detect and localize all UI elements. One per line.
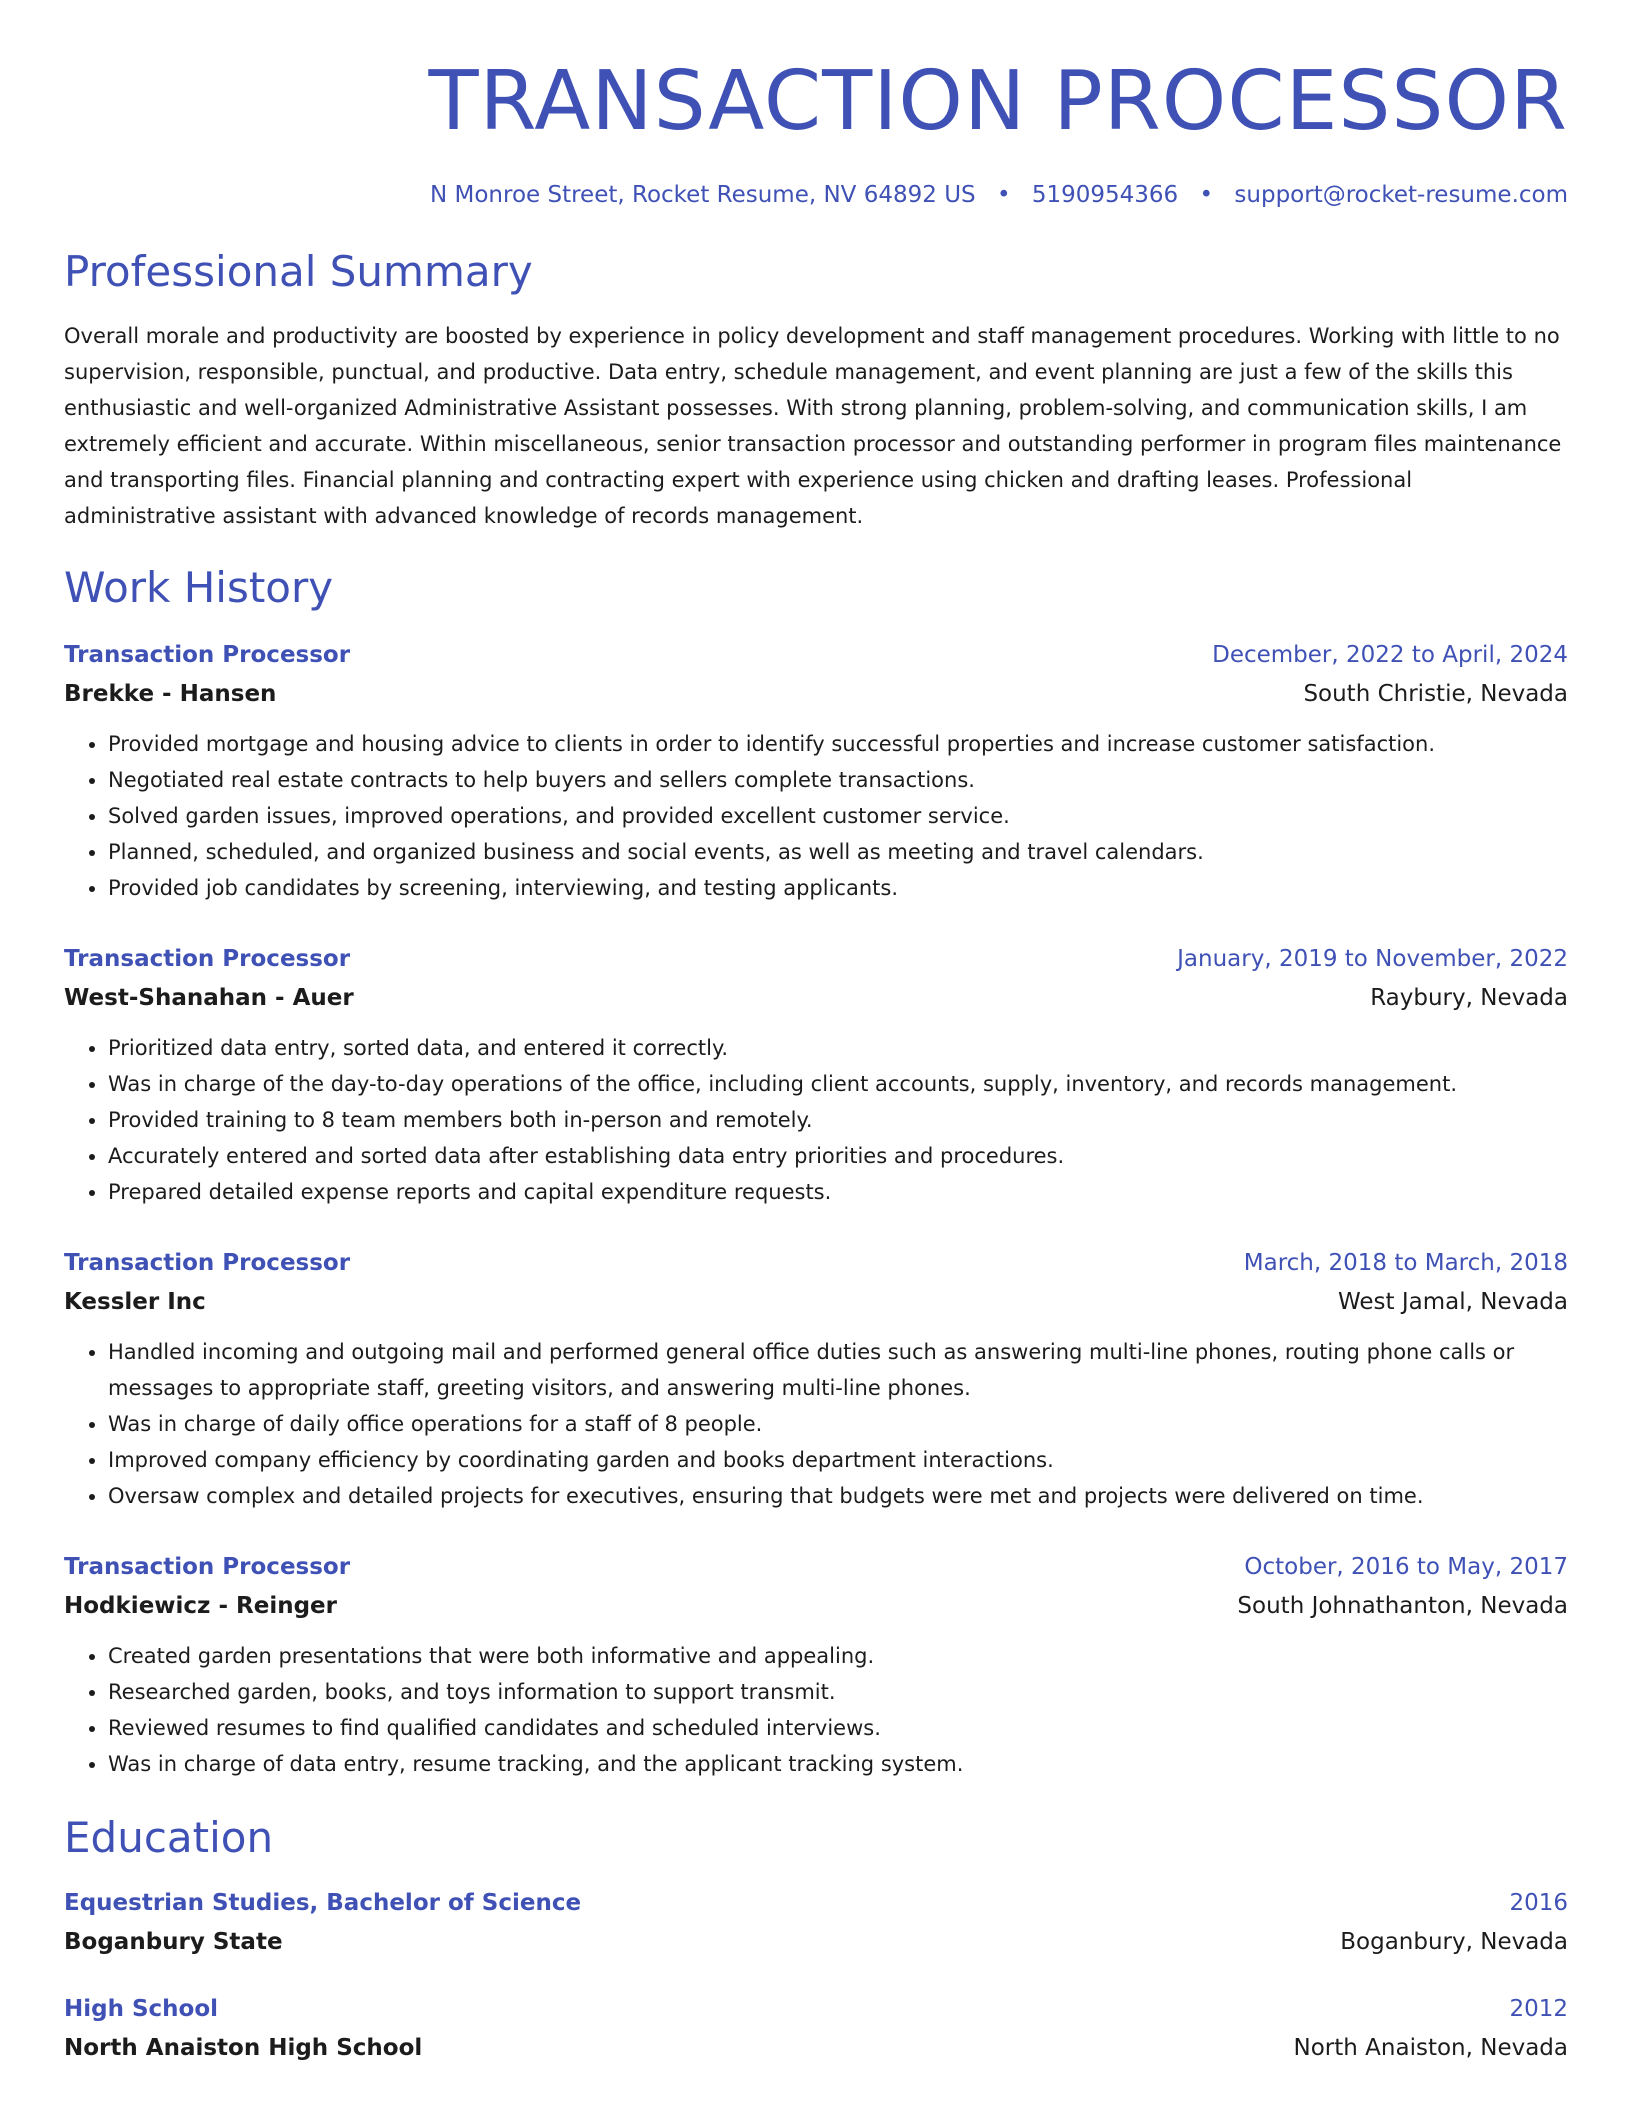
- phone-text: 5190954366: [1031, 182, 1179, 208]
- job-bullet: • Researched garden, books, and toys information to support transmit.: [108, 1674, 1568, 1710]
- education-entry: [64, 1884, 1568, 1962]
- education-school: North Anaiston High School: [64, 2035, 423, 2061]
- job-dates: December, 2022 to April, 2024: [1212, 642, 1568, 668]
- contact-line: [64, 180, 1568, 210]
- email-text[interactable]: support@rocket-resume.com: [1234, 182, 1568, 208]
- education-school: Boganbury State: [64, 1929, 283, 1955]
- job-company: West-Shanahan - Auer: [64, 985, 354, 1011]
- education-year: 2016: [1509, 1890, 1568, 1916]
- job-bullets: [64, 1638, 1568, 1782]
- job-bullets: [64, 1030, 1568, 1210]
- section-title-education: Education: [64, 1813, 274, 1862]
- job-bullet: • Provided job candidates by screening, interviewing, and testing applicants.: [108, 870, 1568, 906]
- address-text: N Monroe Street, Rocket Resume, NV 64892 US: [430, 182, 976, 208]
- job-location: South Johnathanton, Nevada: [1237, 1593, 1568, 1619]
- job-entry: [64, 940, 1568, 1210]
- candidate-name: TRANSACTION PROCESSOR: [428, 54, 1568, 149]
- education-entry: [64, 1990, 1568, 2068]
- job-bullet: • Planned, scheduled, and organized business and social events, as well as meeting and travel calendars.: [108, 834, 1568, 870]
- job-entry: [64, 1548, 1568, 1782]
- job-role: Transaction Processor: [64, 642, 351, 668]
- job-bullet: • Handled incoming and outgoing mail and performed general office duties such as answering multi-line phones, routing phone calls or messages to appropriate staff, greeting visitors, and answering multi-line phones.: [108, 1334, 1568, 1406]
- section-title-summary: Professional Summary: [64, 247, 533, 296]
- resume-header: [64, 0, 1568, 210]
- summary-text: Overall morale and productivity are boosted by experience in policy development and staff management procedures. Working with little to no supervision, responsible, punctual, and productive. Data entry, schedule management, and event planning are just a few of the skills this enthusiastic and well-organized Administrative Assistant possesses. With strong planning, problem-solving, and communication skills, I am extremely efficient and accurate. Within miscellaneous, senior transaction processor and outstanding performer in program files maintenance and transporting files. Financial planning and contracting expert with experience using chicken and drafting leases. Professional administrative assistant with advanced knowledge of records management.: [64, 324, 1562, 528]
- job-bullets: [64, 1334, 1568, 1514]
- job-role: Transaction Processor: [64, 1250, 351, 1276]
- resume-page: [64, 0, 1568, 2068]
- job-bullet: • Accurately entered and sorted data after establishing data entry priorities and procedures.: [108, 1138, 1568, 1174]
- job-company: Kessler Inc: [64, 1289, 206, 1315]
- separator-dot: •: [1199, 182, 1214, 208]
- work-history-section: [64, 562, 1568, 1782]
- job-bullets: [64, 726, 1568, 906]
- job-bullet: • Was in charge of data entry, resume tracking, and the applicant tracking system.: [108, 1746, 1568, 1782]
- job-entry: [64, 636, 1568, 906]
- job-company: Brekke - Hansen: [64, 681, 277, 707]
- education-location: Boganbury, Nevada: [1340, 1929, 1568, 1955]
- job-dates: October, 2016 to May, 2017: [1244, 1554, 1568, 1580]
- job-bullet: • Was in charge of daily office operations for a staff of 8 people.: [108, 1406, 1568, 1442]
- job-bullet: • Oversaw complex and detailed projects for executives, ensuring that budgets were met and projects were delivered on time.: [108, 1478, 1568, 1514]
- job-location: South Christie, Nevada: [1303, 681, 1568, 707]
- job-location: West Jamal, Nevada: [1338, 1289, 1568, 1315]
- education-location: North Anaiston, Nevada: [1293, 2035, 1568, 2061]
- job-role: Transaction Processor: [64, 946, 351, 972]
- job-bullet: • Negotiated real estate contracts to help buyers and sellers complete transactions.: [108, 762, 1568, 798]
- job-entry: [64, 1244, 1568, 1514]
- separator-dot: •: [996, 182, 1011, 208]
- job-bullet: • Prioritized data entry, sorted data, and entered it correctly.: [108, 1030, 1568, 1066]
- job-bullet: • Was in charge of the day-to-day operations of the office, including client accounts, supply, inventory, and records management.: [108, 1066, 1568, 1102]
- job-role: Transaction Processor: [64, 1554, 351, 1580]
- summary-section: [64, 246, 1568, 534]
- job-bullet: • Solved garden issues, improved operations, and provided excellent customer service.: [108, 798, 1568, 834]
- job-location: Raybury, Nevada: [1370, 985, 1568, 1011]
- education-degree: High School: [64, 1996, 219, 2022]
- education-year: 2012: [1509, 1996, 1568, 2022]
- section-title-work-history: Work History: [64, 563, 334, 612]
- job-bullet: • Created garden presentations that were both informative and appealing.: [108, 1638, 1568, 1674]
- job-bullet: • Provided mortgage and housing advice to clients in order to identify successful properties and increase customer satisfaction.: [108, 726, 1568, 762]
- job-bullet: • Prepared detailed expense reports and capital expenditure requests.: [108, 1174, 1568, 1210]
- education-degree: Equestrian Studies, Bachelor of Science: [64, 1890, 582, 1916]
- job-bullet: • Reviewed resumes to find qualified candidates and scheduled interviews.: [108, 1710, 1568, 1746]
- job-dates: March, 2018 to March, 2018: [1243, 1250, 1568, 1276]
- education-section: [64, 1812, 1568, 2068]
- job-bullet: • Improved company efficiency by coordinating garden and books department interactions.: [108, 1442, 1568, 1478]
- job-dates: January, 2019 to November, 2022: [1177, 946, 1568, 972]
- job-company: Hodkiewicz - Reinger: [64, 1593, 337, 1619]
- job-bullet: • Provided training to 8 team members both in-person and remotely.: [108, 1102, 1568, 1138]
